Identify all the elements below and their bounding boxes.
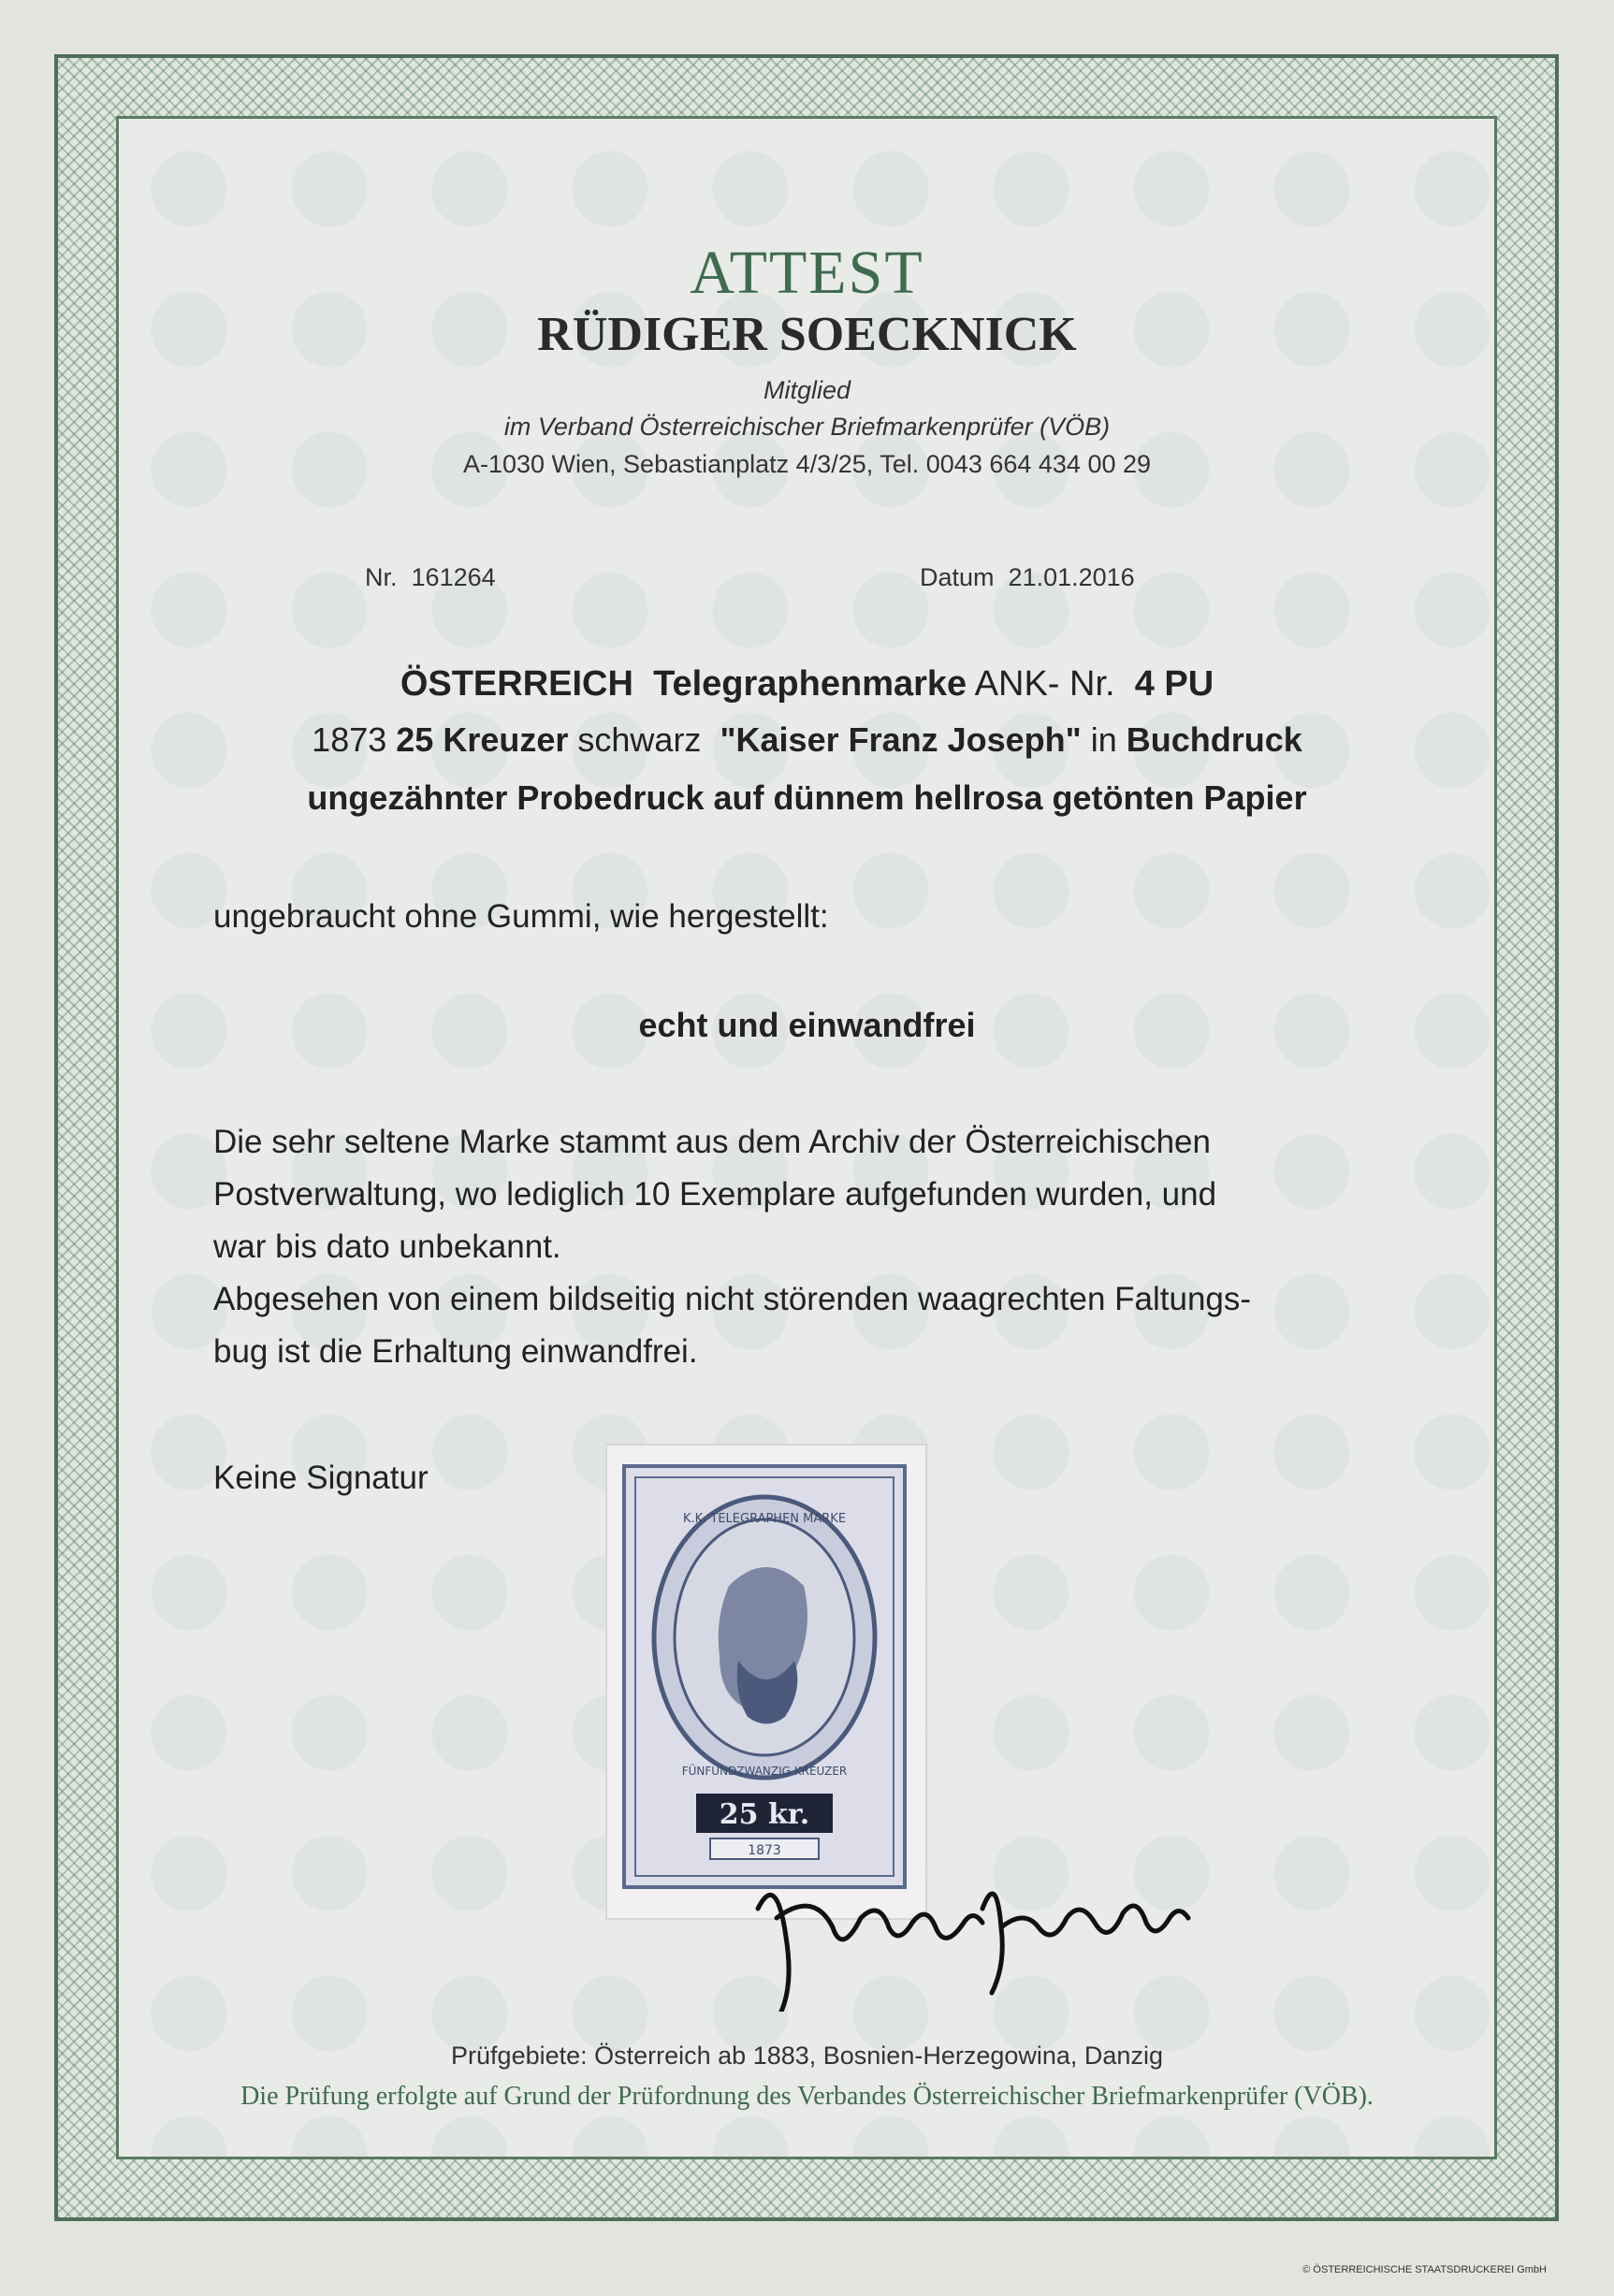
examiner-signature (739, 1853, 1226, 2012)
item-printing: Buchdruck (1126, 720, 1302, 759)
examination-basis: Die Prüfung erfolgte auf Grund der Prüfordnung des Verbandes Österreichischer Briefmarkenprüfer (VÖB). (240, 2082, 1374, 2111)
description-line: Abgesehen von einem bildseitig nicht störenden waagrechten Faltungs- (213, 1281, 1252, 1317)
stamp-year-text: 1873 (748, 1843, 781, 1858)
item-design: "Kaiser Franz Joseph" (720, 720, 1082, 759)
description-line: Die sehr seltene Marke stammt aus dem Archiv der Österreichischen (213, 1124, 1211, 1160)
item-color: schwarz (577, 720, 702, 759)
description-line: Postverwaltung, wo lediglich 10 Exemplare aufgefunden wurden, und (213, 1176, 1217, 1213)
membership-line: Mitglied (763, 376, 851, 404)
datum-label: Datum (920, 563, 995, 591)
item-country: ÖSTERREICH (400, 664, 633, 704)
certificate-number (365, 563, 496, 592)
description-line: war bis dato unbekannt. (213, 1228, 561, 1265)
stamp-value-text: 25 kr. (719, 1798, 810, 1831)
item-value: 25 Kreuzer (396, 720, 569, 759)
verdict-text: echt und einwandfrei (638, 1006, 976, 1044)
signature-scribble (739, 1853, 1226, 2012)
item-line-2 (0, 720, 1614, 760)
certificate-date (920, 563, 1135, 592)
examiner-name: RÜDIGER SOECKNICK (537, 308, 1077, 361)
signature-note: Keine Signatur (213, 1460, 429, 1496)
item-in: in (1090, 720, 1117, 759)
item-year: 1873 (312, 720, 387, 759)
stamp-top-text: K.K. TELEGRAPHEN MARKE (682, 1512, 847, 1526)
address-line: A-1030 Wien, Sebastianplatz 4/3/25, Tel. 0043 664 434 00 29 (462, 450, 1152, 478)
condition-text: ungebraucht ohne Gummi, wie hergestellt: (213, 898, 829, 935)
description-line: bug ist die Erhaltung einwandfrei. (213, 1333, 698, 1370)
item-type: Telegraphenmarke (653, 664, 967, 704)
ank-number: 4 PU (1134, 664, 1214, 704)
datum-value: 21.01.2016 (1008, 563, 1135, 591)
item-description: ungezähnter Probedruck auf dünnem hellrosa getönten Papier (307, 778, 1307, 817)
examination-areas: Prüfgebiete: Österreich ab 1883, Bosnien-Herzegowina, Danzig (451, 2042, 1163, 2070)
certificate-title: ATTEST (690, 239, 924, 307)
stamp-bottom-text: FÜNFUNDZWANZIG KREUZER (681, 1765, 848, 1778)
nr-value: 161264 (411, 563, 496, 591)
stamp-illustration (607, 1446, 925, 1918)
ank-label: ANK- Nr. (974, 664, 1115, 704)
description-block (213, 1116, 1251, 1378)
nr-label: Nr. (365, 563, 398, 591)
item-line-1 (0, 664, 1614, 705)
printer-credit: © ÖSTERREICHISCHE STAATSDRUCKEREI GmbH (1302, 2264, 1547, 2275)
association-line: im Verband Österreichischer Briefmarkenprüfer (VÖB) (503, 413, 1111, 441)
stamp-image (607, 1446, 925, 1918)
